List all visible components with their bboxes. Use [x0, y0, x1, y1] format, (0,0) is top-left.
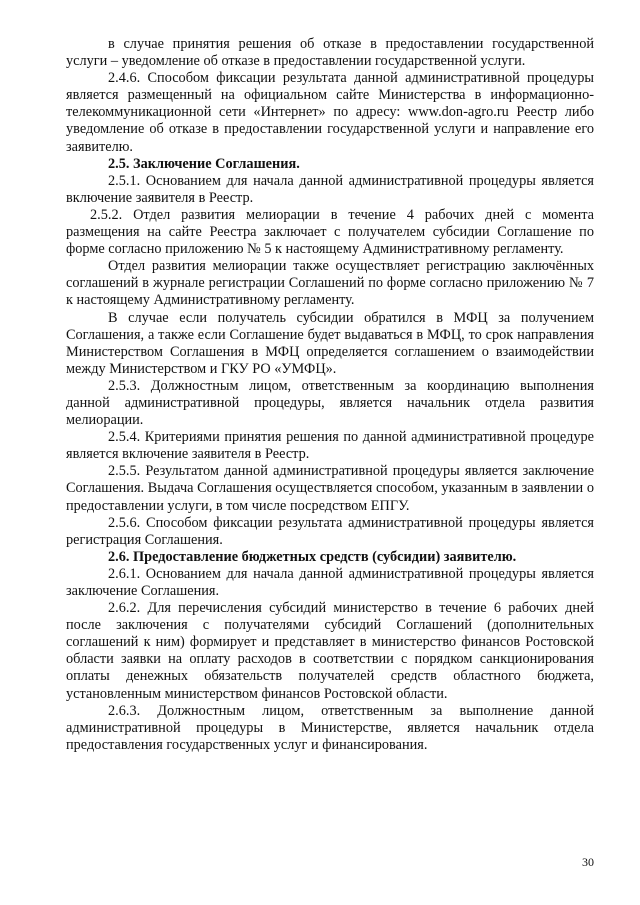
paragraph-2-6-2: 2.6.2. Для перечисления субсидий министерство в течение 6 рабочих дней после заключения с получателями субсидий Соглашений (дополнительных соглашений к ним) формирует и представляет в министерство финансов Ростовской области заявки на оплату расходов в соответствии с порядком санкционирования оплаты денежных обязательств получателей средств областного бюджета, установленным министерством финансов Ростовской области. — [66, 600, 594, 702]
paragraph-2-5-5: 2.5.5. Результатом данной административной процедуры является заключение Соглашения. Выдача Соглашения осуществляется способом, указанным в заявлении о предоставлении услуги, в том числе посредством ЕПГУ. — [66, 463, 594, 514]
paragraph-2-5-2: 2.5.2. Отдел развития мелиорации в течение 4 рабочих дней с момента размещения на сайте Реестра заключает с получателем субсидии Соглашение по форме согласно приложению № 5 к настоящему Административному регламенту. — [66, 206, 594, 258]
paragraph-2-5-3: 2.5.3. Должностным лицом, ответственным за координацию выполнения данной административной процедуры, является начальник отдела развития мелиорации. — [66, 377, 594, 429]
section-heading-2-6: 2.6. Предоставление бюджетных средств (субсидии) заявителю. — [108, 548, 517, 565]
document-page — [66, 36, 594, 754]
paragraph-2-6-1: 2.6.1. Основанием для начала данной административной процедуры является заключение Соглашения. — [66, 565, 594, 599]
paragraph-registration: Отдел развития мелиорации также осуществляет регистрацию заключённых соглашений в журнале регистрации Соглашений по форме согласно приложению № 7 к настоящему Административному регламенту. — [66, 258, 594, 309]
page-number: 30 — [582, 855, 594, 869]
paragraph-2-6-3: 2.6.3. Должностным лицом, ответственным за выполнение данной административной процедуры в Министерстве, является начальник отдела предоставления государственных услуг и финансирования. — [66, 702, 594, 753]
paragraph-2-4-6: 2.4.6. Способом фиксации результата данной административной процедуры является размещенный на официальном сайте Министерства в информационно-телекоммуникационной сети «Интернет» по адресу: www.don-agro.ru Реестр либо уведомление об отказе в предоставлении государственной услуги и направление его заявителю. — [66, 70, 594, 155]
paragraph-2-5-4: 2.5.4. Критериями принятия решения по данной административной процедуре является включение заявителя в Реестр. — [66, 429, 594, 463]
paragraph-2-5-1: 2.5.1. Основанием для начала данной административной процедуры является включение заявителя в Реестр. — [66, 172, 594, 206]
paragraph-refusal-notice: в случае принятия решения об отказе в предоставлении государственной услуги – уведомление об отказе в предоставлении государственной услуги. — [66, 36, 594, 70]
section-heading-2-5: 2.5. Заключение Соглашения. — [108, 155, 300, 172]
paragraph-mfc: В случае если получатель субсидии обратился в МФЦ за получением Соглашения, а также если Соглашение будет выдаваться в МФЦ, то срок направления Министерством Соглашения в МФЦ определяется соглашением о взаимодействии между Министерством и ГКУ РО «УМФЦ». — [66, 309, 594, 377]
paragraph-2-5-6: 2.5.6. Способом фиксации результата административной процедуры является регистрация Соглашения. — [66, 514, 594, 548]
